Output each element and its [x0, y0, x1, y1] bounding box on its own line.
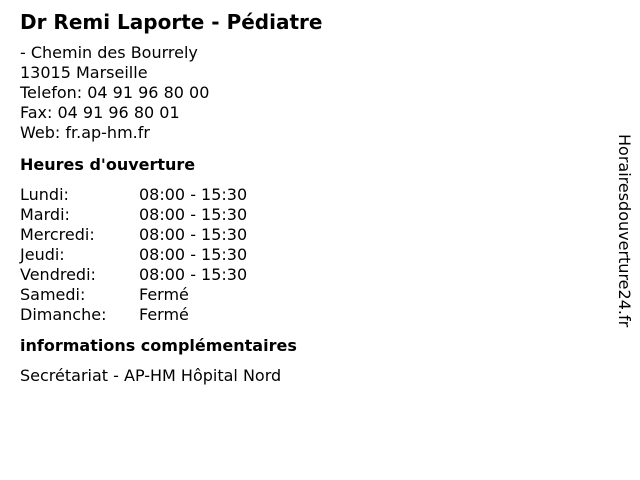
- time-range: 08:00 - 15:30: [139, 225, 248, 244]
- day-label: Lundi:: [20, 185, 69, 204]
- time-range: 08:00 - 15:30: [139, 205, 248, 224]
- day-label: Mardi:: [20, 205, 70, 224]
- additional-info-heading: informations complémentaires: [20, 336, 297, 355]
- additional-info-text: Secrétariat - AP-HM Hôpital Nord: [20, 366, 282, 385]
- page-title: Dr Remi Laporte - Pédiatre: [20, 10, 323, 34]
- day-label: Mercredi:: [20, 225, 95, 244]
- practice-details: [20, 9, 600, 386]
- day-label: Samedi:: [20, 285, 86, 304]
- time-range: Fermé: [139, 285, 189, 304]
- hours-row-wednesday: [20, 225, 600, 245]
- hours-row-sunday: [20, 305, 600, 325]
- day-label: Jeudi:: [20, 245, 65, 264]
- postal-city: 13015 Marseille: [20, 63, 148, 82]
- time-range: Fermé: [139, 305, 189, 324]
- site-brand-vertical: Horairesdouverture24.fr: [615, 134, 634, 328]
- time-range: 08:00 - 15:30: [139, 185, 248, 204]
- day-label: Vendredi:: [20, 265, 96, 284]
- opening-hours-heading: Heures d'ouverture: [20, 155, 196, 174]
- hours-row-friday: [20, 265, 600, 285]
- opening-hours-table: [20, 185, 600, 325]
- address-block: [20, 43, 600, 143]
- time-range: 08:00 - 15:30: [139, 265, 248, 284]
- time-range: 08:00 - 15:30: [139, 245, 248, 264]
- hours-row-saturday: [20, 285, 600, 305]
- website: Web: fr.ap-hm.fr: [20, 123, 150, 142]
- hours-row-tuesday: [20, 205, 600, 225]
- day-label: Dimanche:: [20, 305, 107, 324]
- hours-row-thursday: [20, 245, 600, 265]
- fax-number: Fax: 04 91 96 80 01: [20, 103, 180, 122]
- hours-row-monday: [20, 185, 600, 205]
- phone-number: Telefon: 04 91 96 80 00: [20, 83, 210, 102]
- street-address: - Chemin des Bourrely: [20, 43, 198, 62]
